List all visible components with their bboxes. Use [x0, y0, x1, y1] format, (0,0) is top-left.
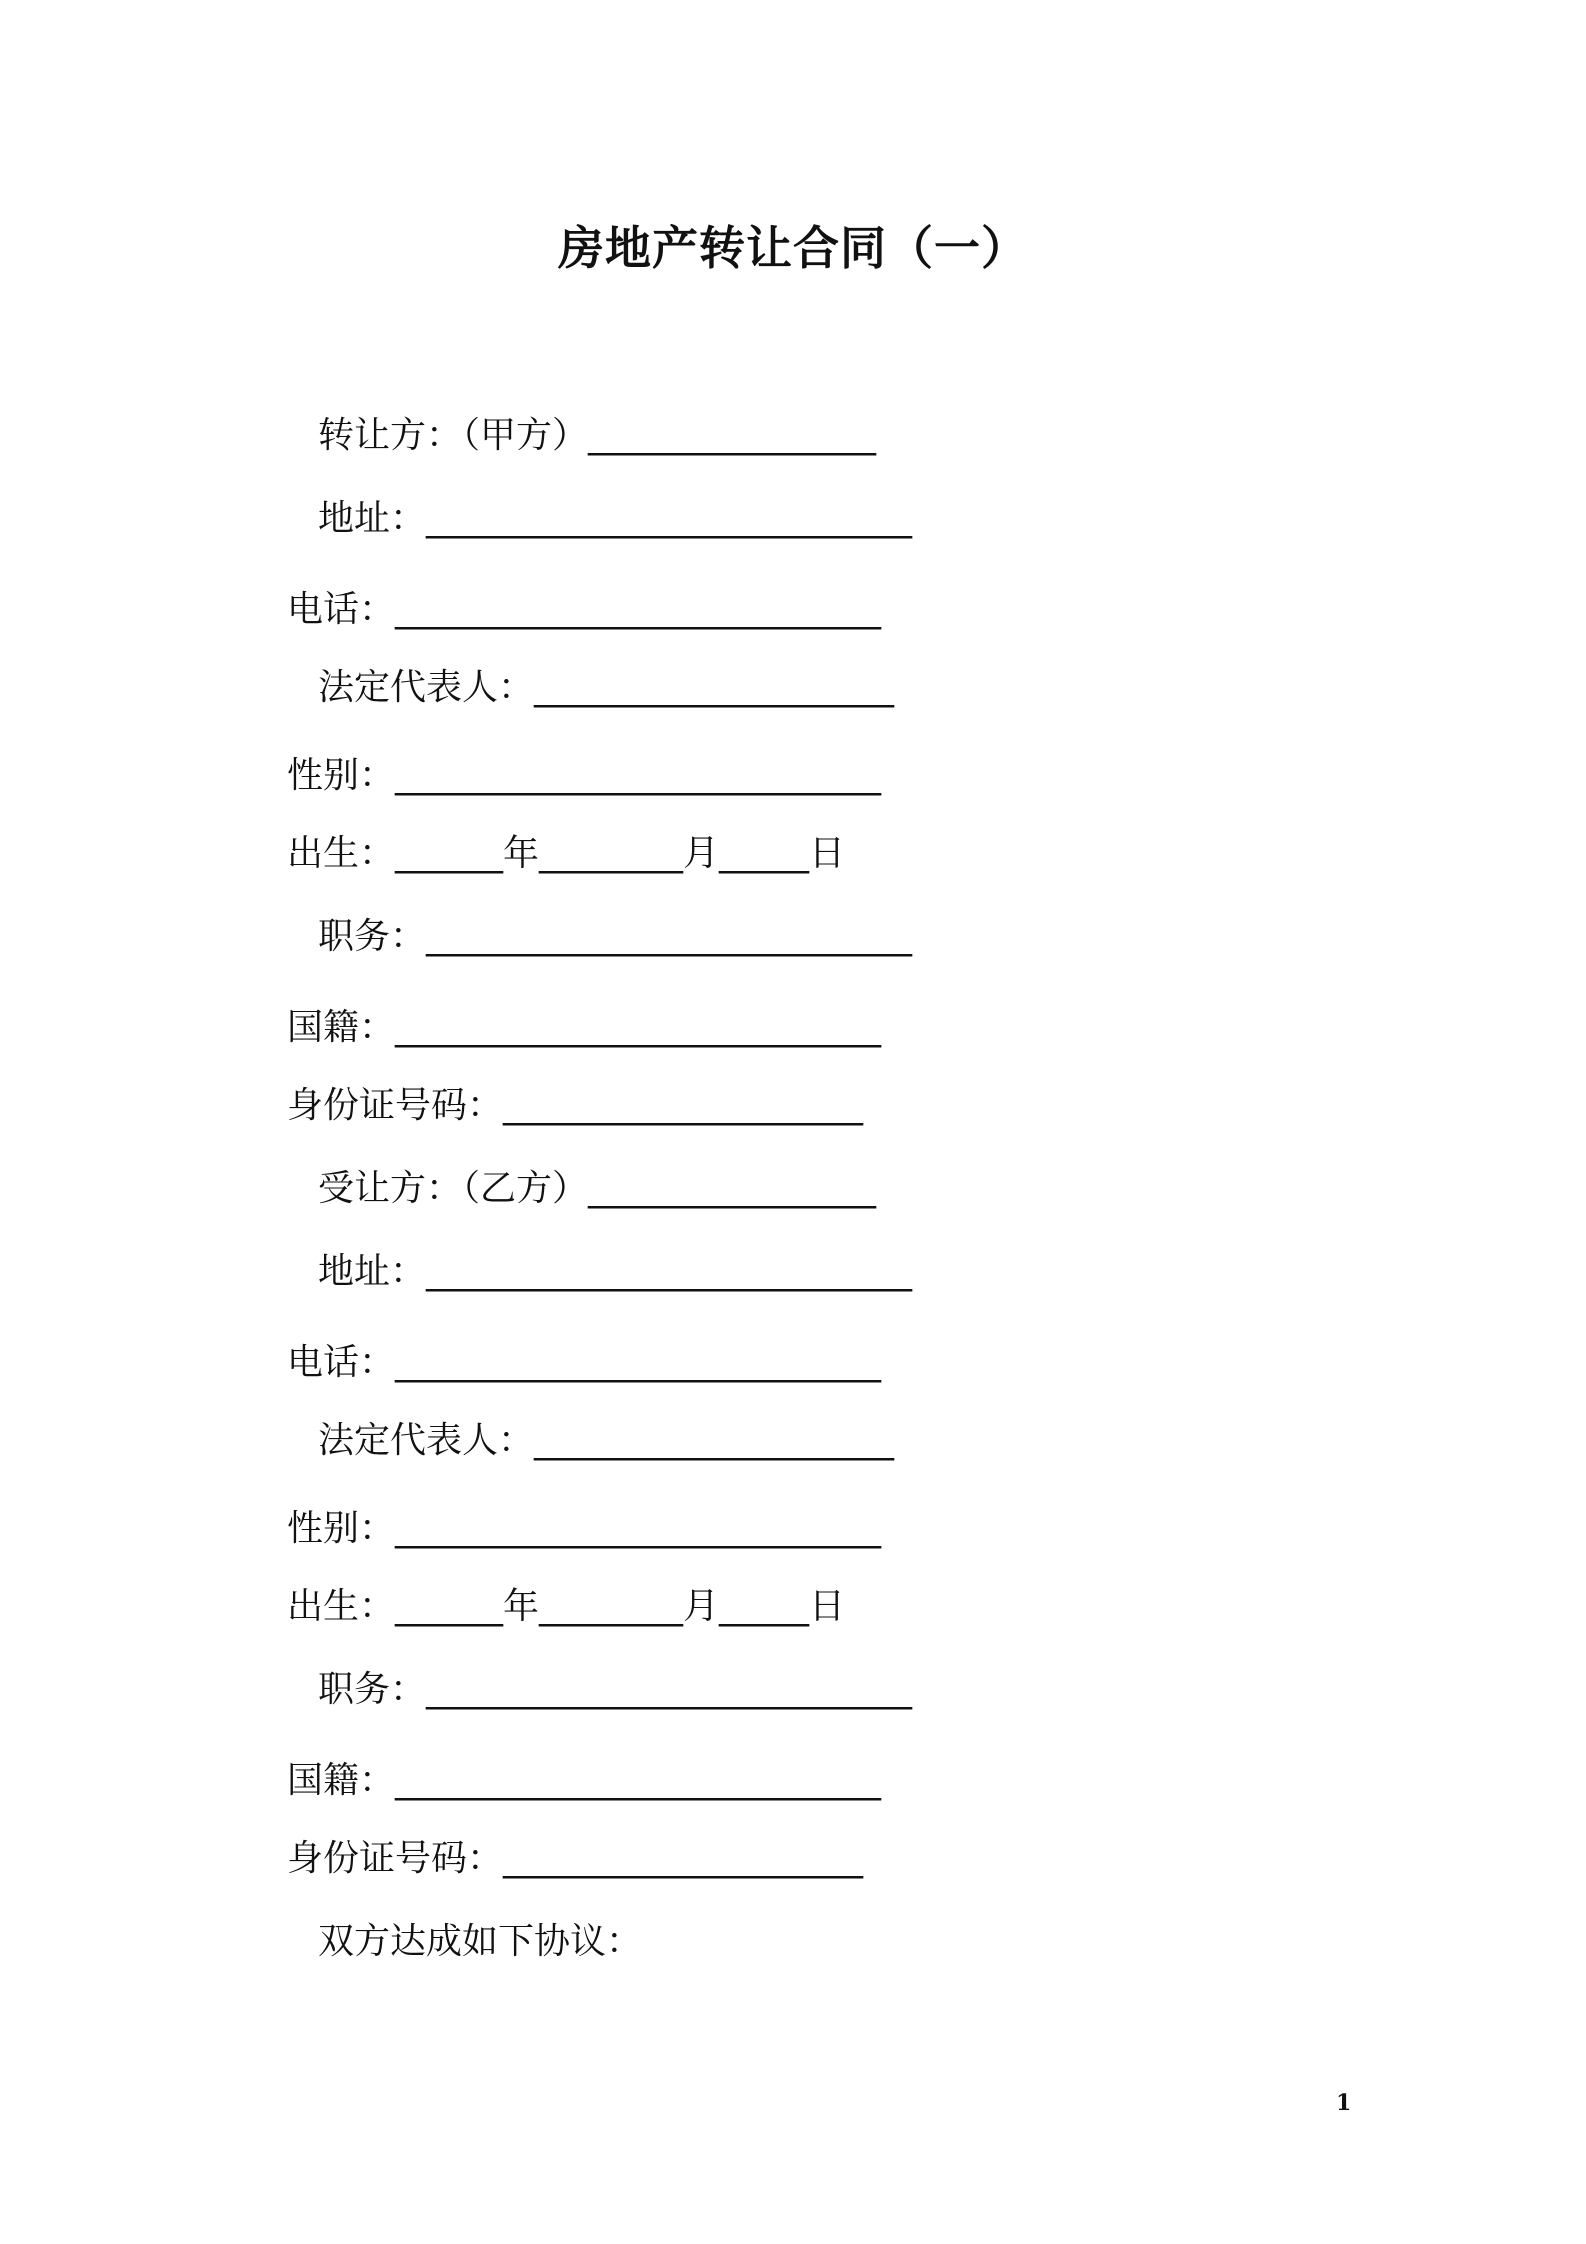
transferee-birth-line: 出生：______年________月_____日: [287, 1586, 846, 1627]
transferor-legal-rep-line: 法定代表人：____________________: [318, 667, 895, 708]
transferee-id-number-line: 身份证号码：____________________: [287, 1838, 864, 1879]
transferor-birth-line: 出生：______年________月_____日: [287, 833, 846, 874]
transferor-gender-line: 性别：___________________________: [287, 755, 882, 796]
page-number: 1: [1336, 2090, 1352, 2116]
transferor-position-line: 职务：___________________________: [318, 916, 913, 957]
transferor-party-line: 转让方：（甲方）________________: [318, 415, 877, 456]
agreement-intro-line: 双方达成如下协议：: [318, 1921, 643, 1962]
transferee-legal-rep-line: 法定代表人：____________________: [318, 1420, 895, 1461]
transferee-nationality-line: 国籍：___________________________: [287, 1760, 882, 1801]
transferee-phone-line: 电话：___________________________: [287, 1342, 882, 1383]
transferor-id-number-line: 身份证号码：____________________: [287, 1085, 864, 1126]
transferor-address-line: 地址：___________________________: [318, 498, 913, 539]
transferee-party-line: 受让方：（乙方）________________: [318, 1168, 877, 1209]
document-title: 房地产转让合同（一）: [558, 221, 1028, 275]
transferor-phone-line: 电话：___________________________: [287, 589, 882, 630]
transferee-position-line: 职务：___________________________: [318, 1669, 913, 1710]
transferee-gender-line: 性别：___________________________: [287, 1508, 882, 1549]
transferee-address-line: 地址：___________________________: [318, 1251, 913, 1292]
transferor-nationality-line: 国籍：___________________________: [287, 1007, 882, 1048]
